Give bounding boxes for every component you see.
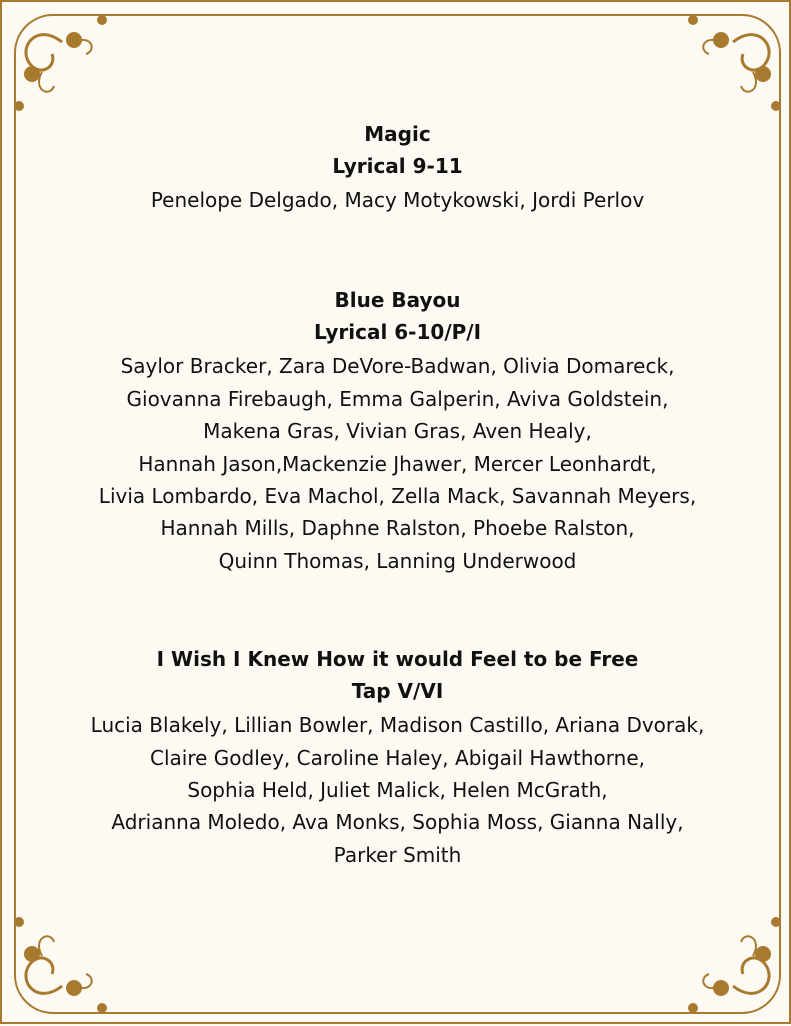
dance-title: Magic [364,122,431,146]
dance-title: Blue Bayou [334,288,461,313]
dance-category: Tap V/VI [351,679,444,704]
dancer-names [2,184,791,216]
dancer-line: Claire Godley, Caroline Haley, Abigail Hawthorne, [150,745,645,770]
dancer-line: Quinn Thomas, Lanning Underwood [218,548,577,573]
dance-title: I Wish I Knew How it would Feel to be Free [156,647,639,672]
dancer-names [2,350,791,577]
dancer-line: Adrianna Moledo, Ava Monks, Sophia Moss, Gianna Nally, [111,810,684,835]
corner-flourish-bottom-left [14,917,107,1013]
corner-flourish-top-left [14,15,107,111]
program-content [2,118,791,871]
dancer-line: Hannah Mills, Daphne Ralston, Phoebe Ralston, [160,516,635,541]
corner-flourish-top-right [688,15,781,111]
dancer-line: Penelope Delgado, Macy Motykowski, Jordi Perlov [150,188,645,212]
corner-flourish-bottom-right [688,917,781,1013]
dancer-names [2,709,791,871]
dance-category: Lyrical 6-10/P/I [313,320,482,345]
dancer-line: Sophia Held, Juliet Malick, Helen McGrath, [187,778,608,803]
dancer-line: Parker Smith [333,842,462,867]
dancer-line: Makena Gras, Vivian Gras, Aven Healy, [203,419,592,444]
dance-entry-i-wish-i-knew [2,643,791,871]
dancer-line: Saylor Bracker, Zara DeVore-Badwan, Olivia Domareck, [120,354,675,379]
dancer-line: Hannah Jason,Mackenzie Jhawer, Mercer Leonhardt, [138,451,657,476]
dancer-line: Lucia Blakely, Lillian Bowler, Madison Castillo, Ariana Dvorak, [90,713,705,738]
dancer-line: Livia Lombardo, Eva Machol, Zella Mack, Savannah Meyers, [98,484,697,509]
dance-category: Lyrical 9-11 [332,154,463,178]
dancer-line: Giovanna Firebaugh, Emma Galperin, Aviva Goldstein, [126,386,669,411]
dance-entry-blue-bayou [2,284,791,577]
dance-entry-magic [2,118,791,216]
